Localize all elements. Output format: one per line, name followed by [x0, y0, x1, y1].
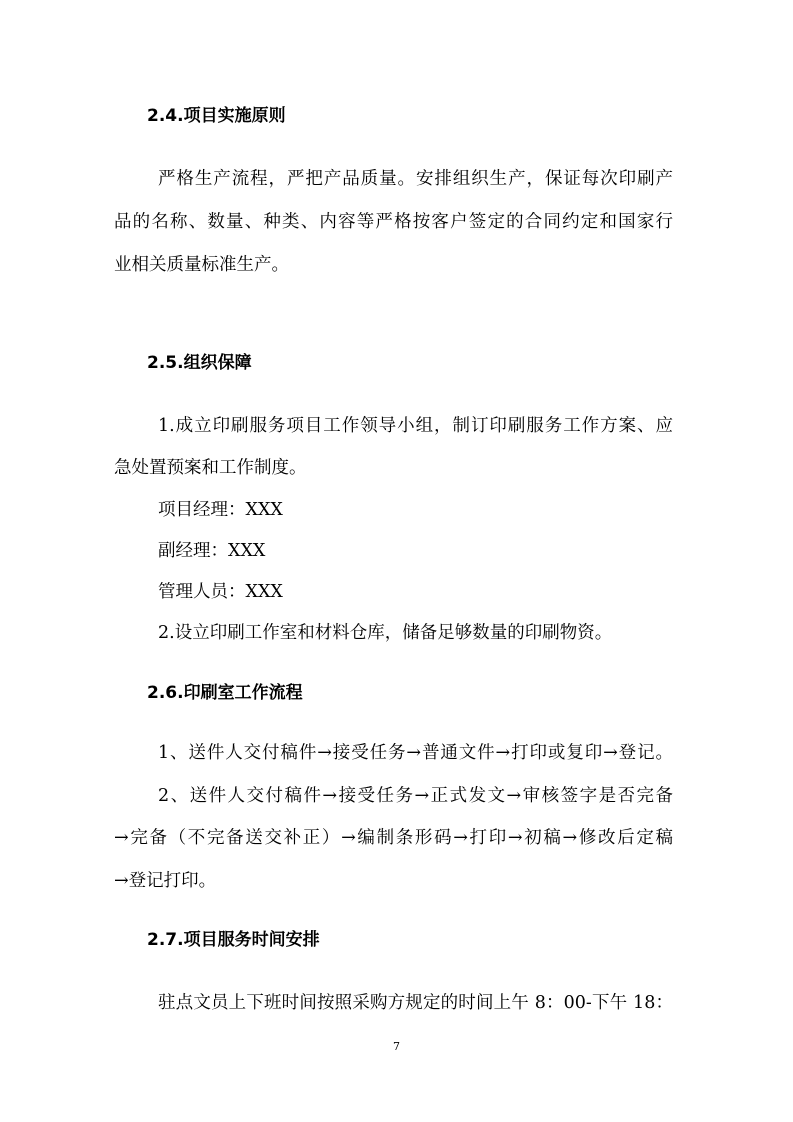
paragraph-line: 1、送件人交付稿件→接受任务→普通文件→打印或复印→登记。: [158, 743, 673, 763]
paragraph-line: 2.设立印刷工作室和材料仓库，储备足够数量的印刷物资。: [158, 623, 613, 643]
paragraph-line: →登记打印。: [114, 871, 217, 891]
section-heading-2-5: 2.5.组织保障: [147, 353, 252, 373]
paragraph-line: 品的名称、数量、种类、内容等严格按客户签定的合同约定和国家行: [114, 212, 673, 232]
section-heading-2-4: 2.4.项目实施原则: [147, 106, 286, 126]
paragraph-line: 急处置预案和工作制度。: [114, 458, 307, 478]
paragraph-line: 严格生产流程，严把产品质量。安排组织生产，保证每次印刷产: [158, 169, 673, 189]
section-heading-2-6: 2.6.印刷室工作流程: [147, 683, 303, 703]
paragraph-line: 项目经理：XXX: [158, 500, 283, 520]
paragraph-line: 副经理：XXX: [158, 541, 266, 561]
paragraph-line: →完备（不完备送交补正）→编制条形码→打印→初稿→修改后定稿: [114, 828, 673, 848]
paragraph-line: 管理人员：XXX: [158, 582, 283, 602]
paragraph-line: 2、送件人交付稿件→接受任务→正式发文→审核签字是否完备: [158, 786, 673, 806]
paragraph-line: 驻点文员上下班时间按照采购方规定的时间上午 8：00-下午 18：: [158, 993, 673, 1013]
section-heading-2-7: 2.7.项目服务时间安排: [147, 930, 320, 950]
paragraph-line: 业相关质量标准生产。: [114, 255, 289, 275]
paragraph-line: 1.成立印刷服务项目工作领导小组，制订印刷服务工作方案、应: [158, 416, 673, 436]
page-number: 7: [393, 1040, 400, 1053]
